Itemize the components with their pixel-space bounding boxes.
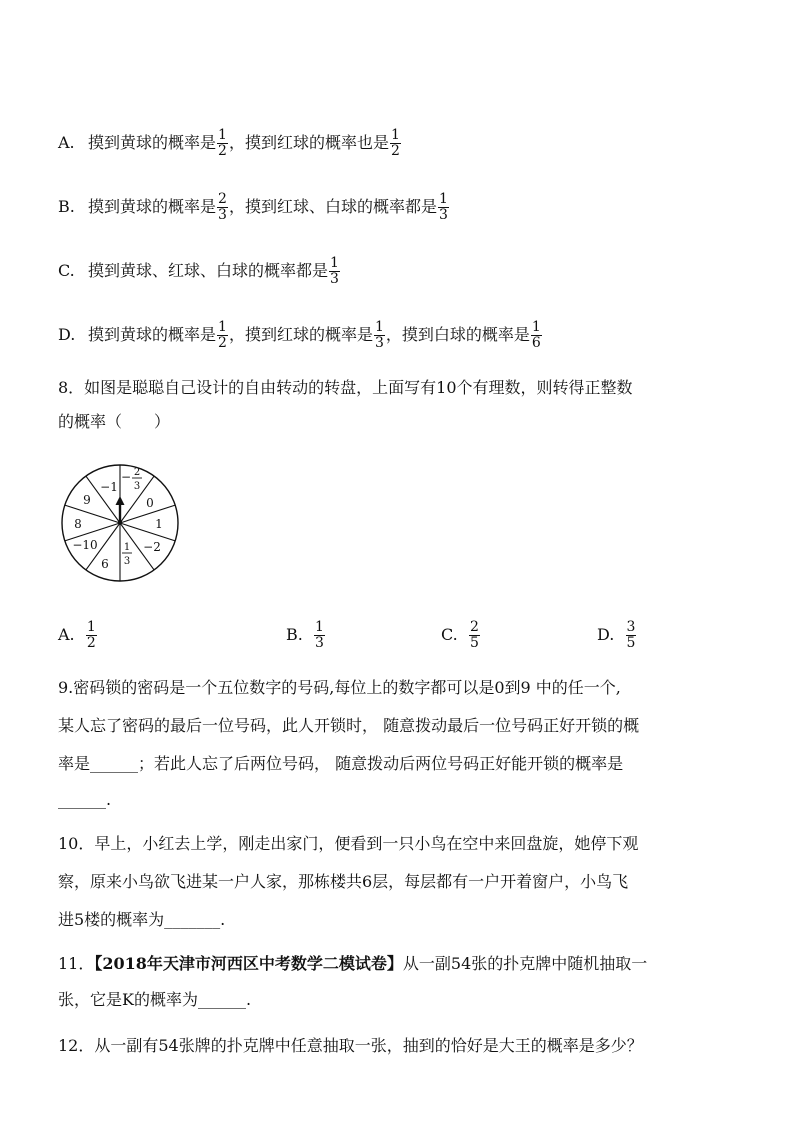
wheel-label-frac-den-2: 3 [123,556,131,567]
q11-line-2: 张，它是K的概率为______. [58,990,252,1009]
fraction: $\frac{1}{2}$ [86,619,96,651]
q9-line-3: 率是______；若此人忘了后两位号码， 随意拨动后两位号码正好能开锁的概率是 [58,754,624,773]
q7-option-b: B. 摸到黄球的概率是 $\frac{2}{3}$ ，摸到红球、白球的概率都是 $\frac{1}{3}$ [58,191,448,223]
q7-option-d: D. 摸到黄球的概率是 $\frac{1}{2}$ ，摸到红球的概率是 $\frac{1}{3}$ ，摸到白球的概率是 $\frac{1}{6}$ [58,319,541,351]
fraction: $\frac{2}{3}$ [218,191,227,223]
q8-option-b: B. $\frac{1}{3}$ [286,619,324,651]
fraction: $\frac{1}{2}$ [218,127,227,159]
fraction: $\frac{1}{3}$ [330,255,339,287]
q12-line-1: 12．从一副有54张牌的扑克牌中任意抽取一张，抽到的恰好是大王的概率是多少？ [58,1036,643,1055]
wheel-label-1: 1 [155,517,163,531]
q8-option-a: A. $\frac{1}{2}$ [58,619,96,651]
q7-option-c: C. 摸到黄球、红球、白球的概率都是 $\frac{1}{3}$ [58,255,339,287]
fraction: $\frac{1}{3}$ [315,619,324,651]
wheel-label-7: −1 [100,480,118,494]
wheel-label-4: −10 [72,538,98,552]
q7-option-a: A. 摸到黄球的概率是 $\frac{1}{2}$ ，摸到红球的概率也是 $\frac{1}{2}$ [58,127,400,159]
q8-option-c: C. $\frac{2}{5}$ [441,619,479,651]
q11-source: 【2018年天津市河西区中考数学二模试卷】 [94,954,403,973]
q9-line-1: 9.密码锁的密码是一个五位数字的号码,每位上的数字都可以是0到9 中的任一个, [58,678,621,697]
wheel-label-6: 9 [83,493,91,507]
q8-stem-line-1: 8．如图是聪聪自己设计的自由转动的转盘，上面写有10个有理数，则转得正整数 [58,378,633,397]
fraction: $\frac{1}{2}$ [218,319,227,351]
wheel-label-frac-num-2: 1 [123,542,131,553]
fraction: $\frac{3}{5}$ [626,619,636,651]
q8-option-d: D. $\frac{3}{5}$ [597,619,636,651]
option-letter: B. [58,197,75,216]
option-letter: A. [58,133,75,152]
fraction: $\frac{2}{5}$ [469,619,479,651]
wheel-label-frac-den: 3 [133,481,141,492]
fraction: $\frac{1}{2}$ [390,127,400,159]
pointer-arrow-icon [116,496,125,524]
q10-line-1: 10．早上，小红去上学，刚走出家门，便看到一只小鸟在空中来回盘旋，她停下观 [58,834,639,853]
q8-stem-line-2: 的概率（ ） [58,412,171,431]
q10-line-3: 进5楼的概率为_______. [58,910,226,929]
fraction: $\frac{1}{6}$ [531,319,541,351]
wheel-label-2: −2 [143,540,161,554]
option-letter: C. [58,261,75,280]
wheel-label-3: 6 [101,557,109,571]
wheel-label-0: 0 [146,496,154,510]
q11-line-1: 11．【2018年天津市河西区中考数学二模试卷】从一副54张的扑克牌中随机抽取一 [58,954,648,973]
spinner-wheel [55,458,185,588]
q9-line-4: ______. [58,790,112,809]
wheel-label-frac-num: 2 [133,467,141,478]
fraction: $\frac{1}{3}$ [438,191,448,223]
q9-line-2: 某人忘了密码的最后一位号码，此人开锁时， 随意拨动最后一位号码正好开锁的概 [58,716,640,735]
fraction: $\frac{1}{3}$ [374,319,384,351]
q10-line-2: 察，原来小鸟欲飞进某一户人家，那栋楼共6层，每层都有一户开着窗户，小鸟飞 [58,872,629,891]
option-letter: D. [58,325,76,344]
wheel-label-5: 8 [74,517,82,531]
wheel-label-neg-sign: − [120,470,132,484]
